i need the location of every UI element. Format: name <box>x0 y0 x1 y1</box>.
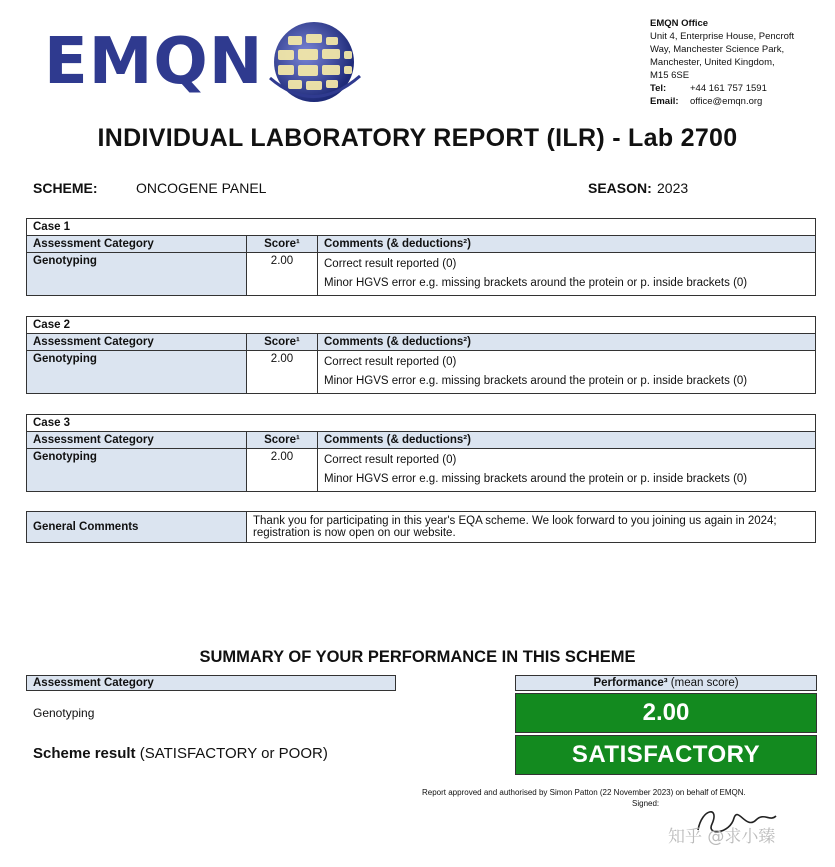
summary-category-header: Assessment Category <box>26 675 396 691</box>
scheme-value: ONCOGENE PANEL <box>136 180 267 196</box>
performance-header <box>515 675 817 691</box>
scheme-label: SCHEME: <box>33 180 98 196</box>
comments-cell <box>318 449 816 492</box>
summary-title: SUMMARY OF YOUR PERFORMANCE IN THIS SCHEME <box>199 648 636 666</box>
comment-line: Correct result reported (0) <box>324 454 457 466</box>
score-header: Score¹ <box>247 432 318 449</box>
signed-label: Signed: <box>632 799 660 808</box>
comments-cell <box>318 253 816 296</box>
comments-cell <box>318 351 816 394</box>
category-cell: Genotyping <box>27 449 247 492</box>
comment-line: Minor HGVS error e.g. missing brackets around the protein or p. inside brackets (0) <box>324 473 748 485</box>
scheme-result-note: (SATISFACTORY or POOR) <box>139 745 328 762</box>
tel-label: Tel: <box>650 83 667 94</box>
address-line: Unit 4, Enterprise House, Pencroft <box>650 31 795 42</box>
performance-header-label: Performance³ <box>593 677 668 689</box>
season-value: 2023 <box>657 180 689 196</box>
general-comments-table <box>26 511 816 543</box>
mean-score-box: 2.00 <box>515 693 817 733</box>
emqn-logo-text: EMQN <box>44 25 264 99</box>
tel-value: +44 161 757 1591 <box>690 83 767 94</box>
report-title: INDIVIDUAL LABORATORY REPORT (ILR) - Lab 2700 <box>97 124 738 152</box>
scheme-result-label: Scheme result <box>33 745 136 762</box>
email-label: Email: <box>650 96 679 107</box>
case-title: Case 3 <box>27 415 816 432</box>
category-cell: Genotyping <box>27 253 247 296</box>
comments-header: Comments (& deductions²) <box>318 334 816 351</box>
category-header: Assessment Category <box>27 432 247 449</box>
score-cell: 2.00 <box>247 449 318 492</box>
scheme-result-box: SATISFACTORY <box>515 735 817 775</box>
case-title: Case 2 <box>27 317 816 334</box>
comment-line: Minor HGVS error e.g. missing brackets around the protein or p. inside brackets (0) <box>324 277 748 289</box>
email-value: office@emqn.org <box>690 96 763 107</box>
watermark: 知乎 @求小臻 <box>668 827 776 847</box>
case-table <box>26 316 816 394</box>
approval-text: Report approved and authorised by Simon Patton (22 November 2023) on behalf of EMQN. <box>422 788 746 797</box>
case-title: Case 1 <box>27 219 816 236</box>
office-heading: EMQN Office <box>650 18 709 29</box>
general-comments-label: General Comments <box>27 512 247 543</box>
season-label: SEASON: <box>588 180 652 196</box>
score-cell: 2.00 <box>247 351 318 394</box>
category-cell: Genotyping <box>27 351 247 394</box>
case-table <box>26 414 816 492</box>
scheme-result-row <box>33 745 328 762</box>
comment-line: Correct result reported (0) <box>324 258 457 270</box>
category-header: Assessment Category <box>27 334 247 351</box>
address-line: M15 6SE <box>650 70 690 81</box>
comment-line: Minor HGVS error e.g. missing brackets around the protein or p. inside brackets (0) <box>324 375 748 387</box>
score-header: Score¹ <box>247 334 318 351</box>
score-header: Score¹ <box>247 236 318 253</box>
comment-line: Correct result reported (0) <box>324 356 457 368</box>
comments-header: Comments (& deductions²) <box>318 236 816 253</box>
case-table <box>26 218 816 296</box>
address-line: Way, Manchester Science Park, <box>650 44 785 55</box>
summary-category: Genotyping <box>33 706 95 720</box>
score-cell: 2.00 <box>247 253 318 296</box>
address-line: Manchester, United Kingdom, <box>650 57 775 68</box>
office-address <box>650 17 825 108</box>
general-comments-text: Thank you for participating in this year's EQA scheme. We look forward to you joining us again in 2024; registration is now open on our website. <box>247 512 816 543</box>
performance-header-note: (mean score) <box>670 677 739 689</box>
comments-header: Comments (& deductions²) <box>318 432 816 449</box>
category-header: Assessment Category <box>27 236 247 253</box>
globe-logo-icon <box>268 20 364 106</box>
